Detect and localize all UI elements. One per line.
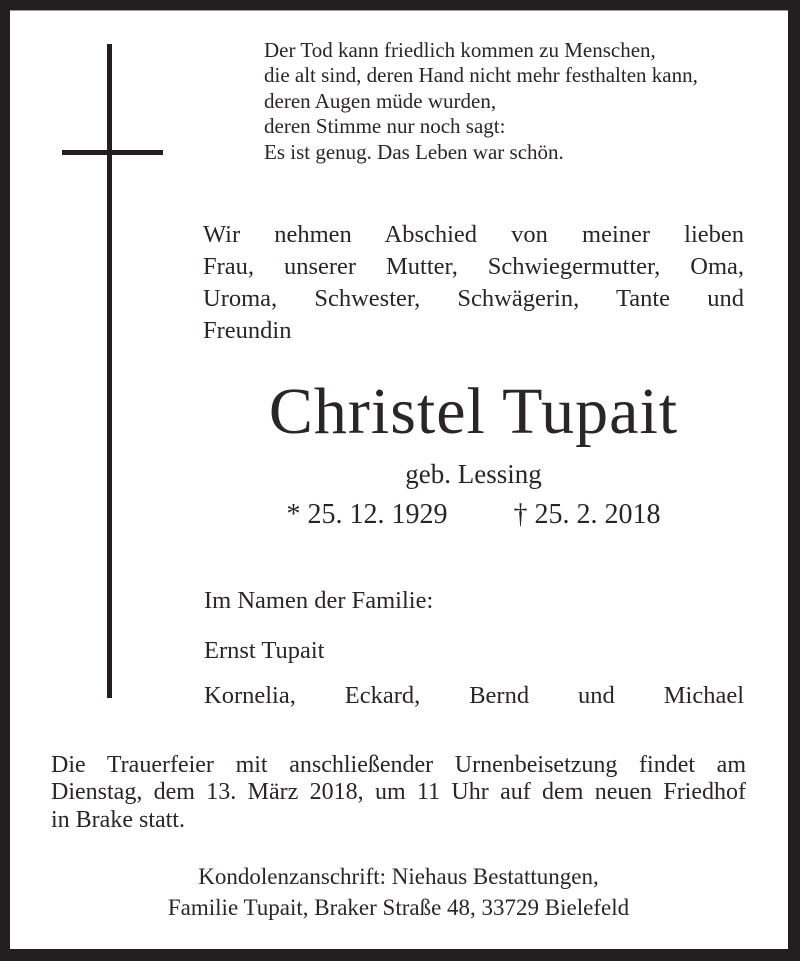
farewell-line: Uroma, Schwester, Schwägerin, Tante und <box>203 285 744 312</box>
poem-line: deren Stimme nur noch sagt: <box>264 114 506 139</box>
death-date: † 25. 2. 2018 <box>513 499 661 530</box>
family-intro: Im Namen der Familie: <box>204 587 434 614</box>
cross-horizontal-bar <box>62 150 163 155</box>
funeral-details <box>51 752 746 834</box>
condolence-line: Kondolenzanschrift: Niehaus Bestattungen, <box>198 864 599 889</box>
maiden-name: geb. Lessing <box>405 459 542 489</box>
funeral-line: Dienstag, dem 13. März 2018, um 11 Uhr auf dem neuen Friedhof <box>51 779 746 806</box>
mourners-secondary: Kornelia, Eckard, Bernd und Michael <box>204 682 744 709</box>
mourner-primary: Ernst Tupait <box>204 637 325 664</box>
farewell-line: Freundin <box>203 317 292 344</box>
poem-line: die alt sind, deren Hand nicht mehr festhalten kann, <box>264 63 698 88</box>
poem-line: Der Tod kann friedlich kommen zu Menschen, <box>264 38 656 62</box>
life-dates <box>203 498 744 532</box>
poem-line: deren Augen müde wurden, <box>264 88 497 113</box>
funeral-line: in Brake statt. <box>51 806 185 833</box>
farewell-paragraph <box>203 219 744 347</box>
funeral-line: Die Trauerfeier mit anschließender Urnenbeisetzung findet am <box>51 752 746 778</box>
condolence-line: Familie Tupait, Braker Straße 48, 33729 Bielefeld <box>167 895 630 920</box>
condolence-address <box>51 861 746 923</box>
cross-vertical-bar <box>107 44 112 698</box>
memorial-poem <box>264 38 769 165</box>
poem-line: Es ist genug. Das Leben war schön. <box>264 139 564 164</box>
birth-date: * 25. 12. 1929 <box>286 499 448 530</box>
deceased-name: Christel Tupait <box>268 375 679 448</box>
farewell-line: Wir nehmen Abschied von meiner lieben <box>203 221 744 248</box>
farewell-line: Frau, unserer Mutter, Schwiegermutter, Oma, <box>203 253 744 280</box>
